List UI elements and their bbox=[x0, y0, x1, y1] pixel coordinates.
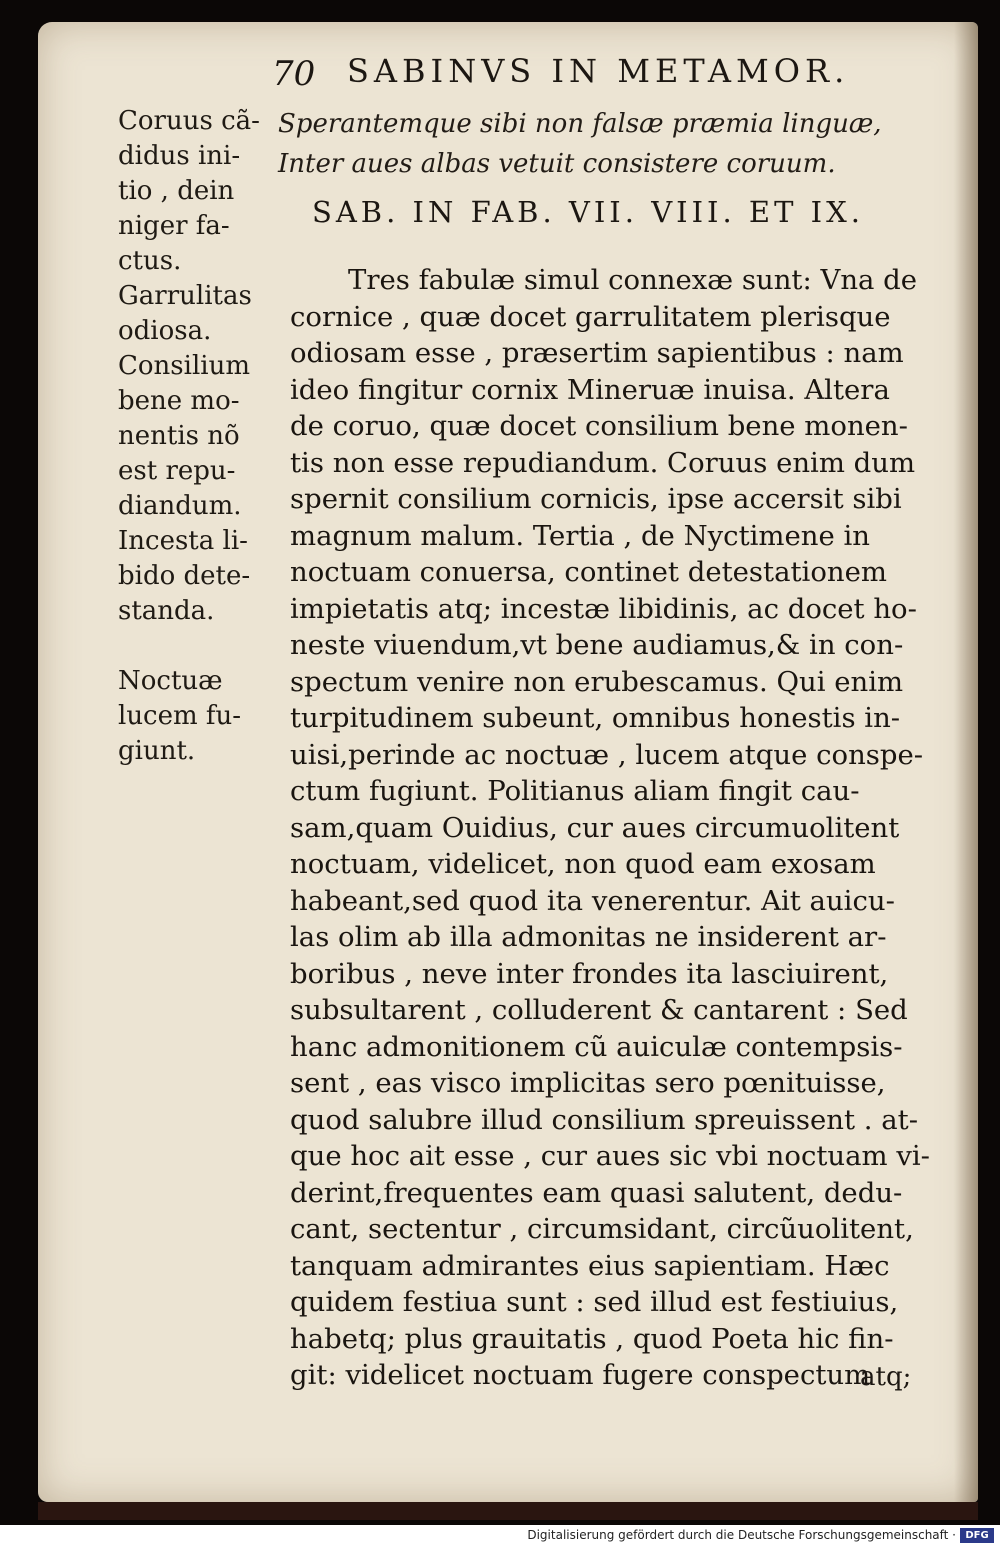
text-line: ctum fugiunt. Politianus aliam fingit cau- bbox=[290, 775, 860, 807]
margin-note-line: est repu- bbox=[118, 456, 236, 486]
text-line: spectum venire non erubescamus. Qui enim bbox=[290, 665, 904, 698]
text-line: las olim ab illa admonitas ne insiderent ar- bbox=[290, 921, 887, 953]
margin-note-line: diandum. bbox=[118, 491, 242, 521]
text-line: subsultarent , colluderent & cantarent : Sed bbox=[290, 994, 908, 1026]
verse-line: Inter aues albas vetuit consistere coruum. bbox=[278, 149, 836, 179]
margin-note-line: nentis nõ bbox=[118, 421, 240, 451]
text-line: impietatis atq; incestæ libidinis, ac docet ho- bbox=[290, 592, 917, 625]
text-line: tanquam admirantes eius sapientiam. Hæc bbox=[290, 1249, 890, 1282]
marginal-notes bbox=[118, 104, 288, 769]
text-line: noctuam, videlicet, non quod eam exosam bbox=[290, 848, 876, 880]
dfg-logo-icon: DFG bbox=[960, 1528, 994, 1543]
text-line: tis non esse repudiandum. Coruus enim dum bbox=[290, 446, 916, 479]
text-line: de coruo, quæ docet consilium bene monen- bbox=[290, 410, 908, 442]
margin-note-line: didus ini- bbox=[118, 141, 241, 171]
margin-note-line: Incesta li- bbox=[118, 526, 248, 556]
margin-note bbox=[118, 664, 288, 769]
text-line: odiosam esse , præsertim sapientibus : nam bbox=[290, 337, 904, 369]
text-line: que hoc ait esse , cur aues sic vbi noctuam vi- bbox=[290, 1140, 930, 1172]
margin-note-line: Noctuæ bbox=[118, 666, 223, 696]
margin-note-line: standa. bbox=[118, 596, 215, 626]
text-line: cant, sectentur , circumsidant, circũuolitent, bbox=[290, 1213, 914, 1245]
margin-note-line: bene mo- bbox=[118, 386, 240, 416]
text-line: quod salubre illud consilium spreuissent . at- bbox=[290, 1103, 919, 1136]
margin-note bbox=[118, 524, 288, 629]
margin-note-line: lucem fu- bbox=[118, 701, 242, 731]
text-line: uisi,perinde ac noctuæ , lucem atque conspe- bbox=[290, 738, 924, 771]
text-line: spernit consilium cornicis, ipse accersit sibi bbox=[290, 483, 902, 515]
margin-note bbox=[118, 104, 288, 279]
margin-note-line: Coruus cã- bbox=[118, 106, 260, 136]
verse-line: Sperantemque sibi non falsæ præmia linguæ, bbox=[278, 109, 882, 139]
text-line: habeant,sed quod ita venerentur. Ait auicu- bbox=[290, 884, 895, 917]
page-header bbox=[272, 46, 892, 102]
text-line: boribus , neve inter frondes ita lasciuirent, bbox=[290, 957, 889, 990]
text-line: cornice , quæ docet garrulitatem plerisque bbox=[290, 300, 891, 333]
text-line: turpitudinem subeunt, omnibus honestis in- bbox=[290, 702, 901, 734]
text-line: habetq; plus grauitatis , quod Poeta hic fin- bbox=[290, 1322, 894, 1355]
margin-note bbox=[118, 349, 288, 524]
text-line: Tres fabulæ simul connexæ sunt: Vna de bbox=[348, 264, 918, 296]
text-line: git: videlicet noctuam fugere conspectum bbox=[290, 1359, 871, 1391]
funding-credit: Digitalisierung gefördert durch die Deutsche Forschungsgemeinschaft · bbox=[527, 1528, 956, 1542]
catchword: atq; bbox=[860, 1362, 912, 1392]
margin-note-line: niger fa- bbox=[118, 211, 230, 241]
text-line: hanc admonitionem cũ auiculæ contempsis- bbox=[290, 1030, 903, 1063]
margin-note-line: Garrulitas bbox=[118, 281, 252, 311]
margin-note-line: tio , dein bbox=[118, 176, 235, 206]
text-line: sam,quam Ouidius, cur aues circumuolitent bbox=[290, 811, 900, 844]
margin-note-line: ctus. bbox=[118, 246, 182, 276]
text-line: neste viuendum,vt bene audiamus,& in con- bbox=[290, 629, 904, 661]
commentary-text bbox=[290, 262, 930, 1394]
running-head: SABINVS IN METAMOR. bbox=[347, 52, 850, 90]
page-edge-shadow bbox=[954, 22, 978, 1502]
text-line: magnum malum. Tertia , de Nyctimene in bbox=[290, 519, 870, 552]
margin-note-line: Consilium bbox=[118, 351, 250, 381]
margin-note-line: bido dete- bbox=[118, 561, 251, 591]
margin-note-line: giunt. bbox=[118, 736, 196, 766]
book-edge bbox=[38, 1502, 978, 1520]
text-line: quidem festiua sunt : sed illud est festiuius, bbox=[290, 1286, 899, 1318]
digitization-footer bbox=[0, 1525, 1000, 1547]
text-line: sent , eas visco implicitas sero pœnituisse, bbox=[290, 1067, 886, 1099]
folio-number: 70 bbox=[272, 54, 316, 94]
section-title: SAB. IN FAB. VII. VIII. ET IX. bbox=[312, 195, 864, 229]
text-line: ideo fingitur cornix Mineruæ inuisa. Altera bbox=[290, 373, 890, 406]
verse-quotation bbox=[278, 104, 898, 184]
margin-note bbox=[118, 279, 288, 349]
text-line: derint,frequentes eam quasi salutent, dedu- bbox=[290, 1176, 903, 1209]
text-line: noctuam conuersa, continet detestationem bbox=[290, 556, 887, 588]
margin-note-line: odiosa. bbox=[118, 316, 212, 346]
